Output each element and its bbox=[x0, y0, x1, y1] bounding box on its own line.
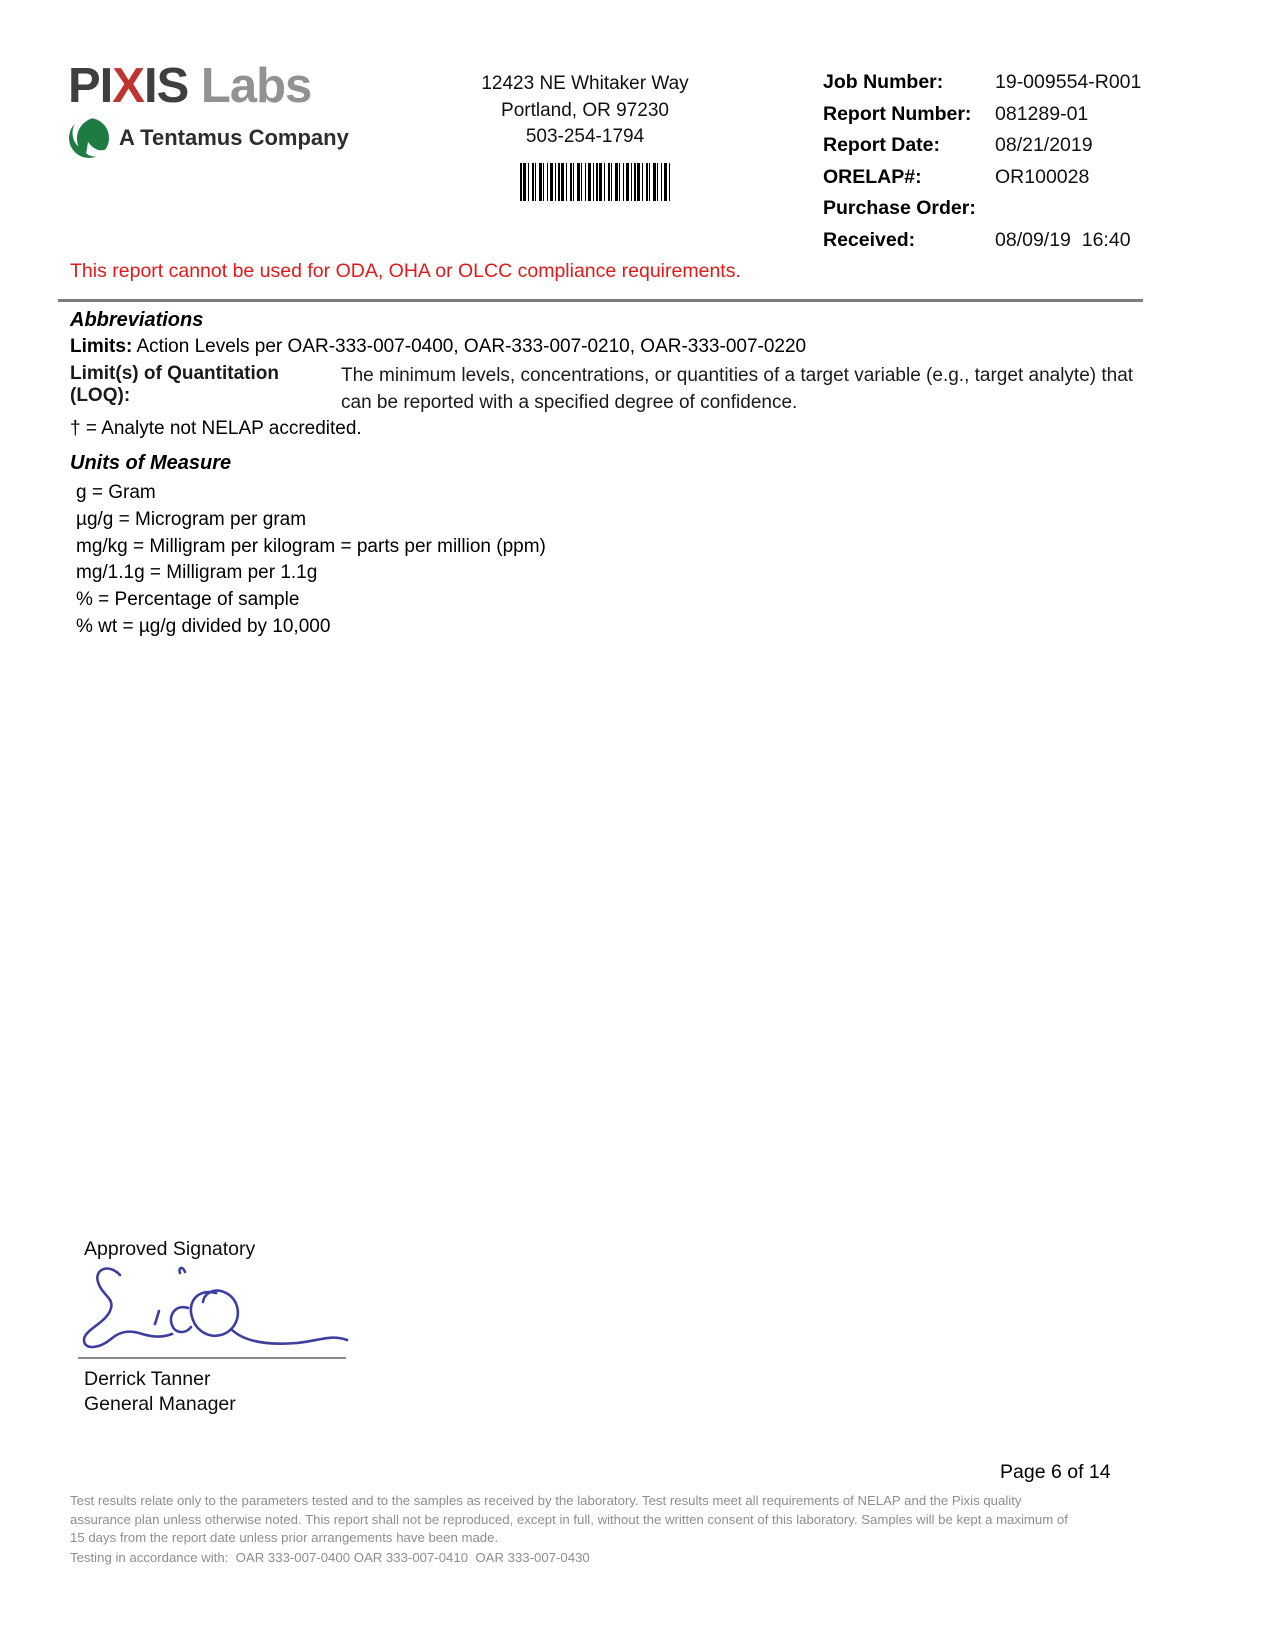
signature-line bbox=[78, 1357, 346, 1359]
job-number-label: Job Number: bbox=[823, 71, 944, 93]
signatory-name: Derrick Tanner bbox=[84, 1368, 211, 1390]
orelap-row bbox=[823, 166, 1141, 189]
logo-part-pi: PI bbox=[68, 59, 113, 113]
compliance-notice: This report cannot be used for ODA, OHA or OLCC compliance requirements. bbox=[70, 260, 741, 282]
tentamus-leaf-icon bbox=[68, 117, 110, 159]
footer-disclaimer: Test results relate only to the parameters tested and to the samples as received by the laboratory. Test results meet all requirements of NELAP and the Pixis quality assurance plan unless otherwise noted. This report shall not be reproduced, except in full, without the written consent of this laboratory. Samples will be kept a maximum of 15 days from the report date unless prior arrangements have been made. bbox=[70, 1493, 1068, 1545]
limits-line bbox=[70, 336, 806, 358]
address-line3: 503-254-1794 bbox=[525, 126, 645, 147]
limits-label: Limits: bbox=[70, 336, 133, 357]
purchase-order-row bbox=[823, 197, 1141, 220]
report-number-value: 081289-01 bbox=[995, 102, 1089, 125]
unit-item-mgkg: mg/kg = Milligram per kilogram = parts per million (ppm) bbox=[76, 535, 546, 557]
units-heading: Units of Measure bbox=[70, 452, 232, 474]
pixis-labs-logo bbox=[68, 59, 349, 159]
page-number: Page 6 of 14 bbox=[1000, 1461, 1111, 1483]
barcode bbox=[520, 163, 670, 201]
signatory-title: General Manager bbox=[84, 1393, 236, 1415]
logo-part-is: IS bbox=[143, 59, 189, 113]
job-number-value: 19-009554-R001 bbox=[995, 71, 1142, 93]
limits-text: Action Levels per OAR-333-007-0400, OAR-333-007-0210, OAR-333-007-0220 bbox=[132, 336, 807, 357]
unit-item-microgram: µg/g = Microgram per gram bbox=[76, 508, 307, 530]
loq-label: Limit(s) of Quantitation (LOQ): bbox=[70, 363, 279, 406]
purchase-order-label: Purchase Order: bbox=[823, 197, 976, 219]
orelap-label: ORELAP#: bbox=[823, 165, 922, 188]
loq-text: The minimum levels, concentrations, or quantities of a target variable (e.g., target analyte) that can be reported with a specified degree of confidence. bbox=[341, 365, 1134, 413]
address-line2: Portland, OR 97230 bbox=[501, 99, 669, 121]
lab-address bbox=[455, 71, 715, 151]
logo-part-labs: Labs bbox=[188, 59, 312, 113]
received-row bbox=[823, 229, 1141, 252]
report-date-value: 08/21/2019 bbox=[995, 134, 1093, 156]
unit-item-mg11g: mg/1.1g = Milligram per 1.1g bbox=[76, 562, 318, 584]
job-number-row bbox=[823, 71, 1141, 94]
received-label: Received: bbox=[823, 228, 916, 251]
loq-line bbox=[70, 363, 1156, 416]
unit-item-gram: g = Gram bbox=[76, 482, 156, 503]
unit-item-percent-wt: % wt = µg/g divided by 10,000 bbox=[76, 615, 331, 637]
dagger-note: † = Analyte not NELAP accredited. bbox=[70, 418, 362, 439]
received-value: 08/09/19 16:40 bbox=[995, 228, 1131, 251]
report-number-row bbox=[823, 103, 1141, 126]
signature-image bbox=[75, 1263, 350, 1363]
abbreviations-heading: Abbreviations bbox=[70, 309, 204, 331]
units-list bbox=[76, 480, 546, 641]
report-date-label: Report Date: bbox=[823, 134, 941, 156]
job-info bbox=[823, 71, 1141, 260]
logo-wordmark bbox=[68, 59, 349, 113]
address-line1: 12423 NE Whitaker Way bbox=[481, 73, 689, 94]
header-divider bbox=[58, 299, 1143, 302]
approved-signatory-label: Approved Signatory bbox=[84, 1238, 256, 1260]
orelap-value: OR100028 bbox=[995, 165, 1090, 188]
footer-accordance: Testing in accordance with: OAR 333-007-0400 OAR 333-007-0410 OAR 333-007-0430 bbox=[70, 1550, 590, 1565]
logo-part-x: X bbox=[112, 59, 144, 113]
report-number-label: Report Number: bbox=[823, 102, 972, 125]
report-date-row bbox=[823, 134, 1141, 157]
logo-tagline: A Tentamus Company bbox=[119, 125, 349, 150]
unit-item-percent: % = Percentage of sample bbox=[76, 589, 300, 611]
